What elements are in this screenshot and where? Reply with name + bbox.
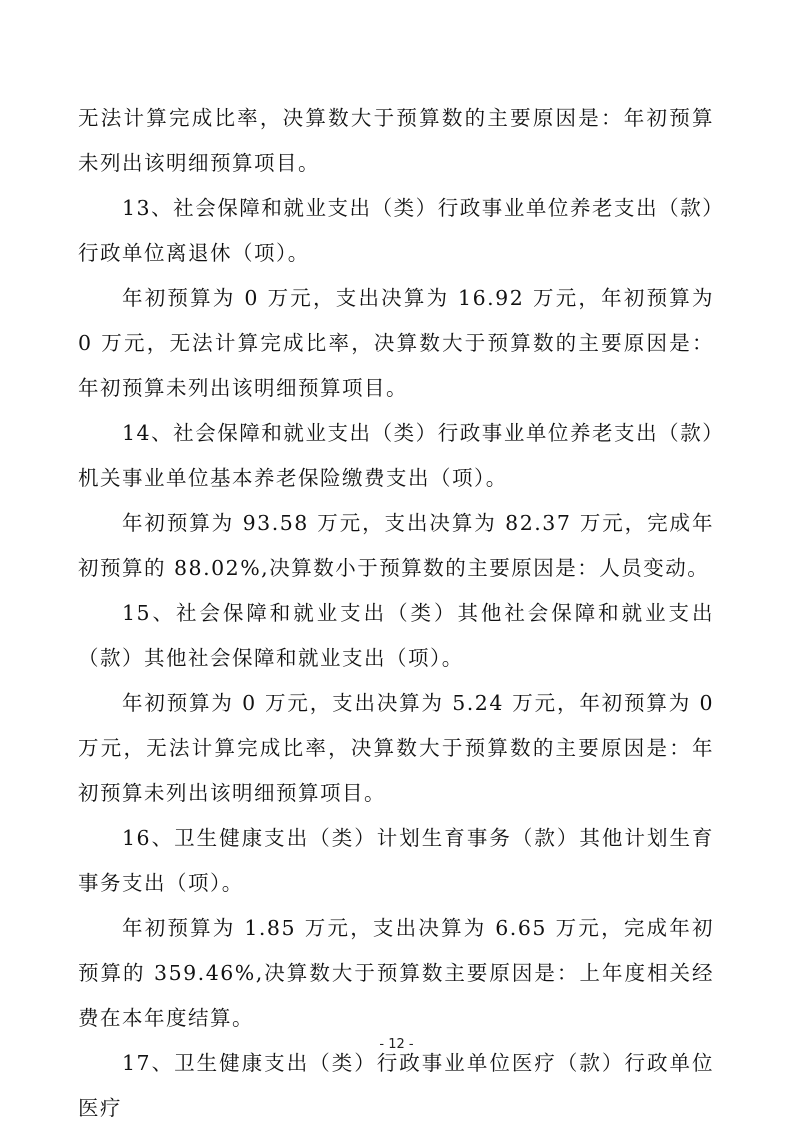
page-number: - 12 - bbox=[379, 1037, 414, 1052]
paragraph-item-14-detail: 年初预算为 93.58 万元，支出决算为 82.37 万元，完成年初预算的 88.02%,决算数小于预算数的主要原因是：人员变动。 bbox=[78, 511, 714, 580]
paragraph-item-17-heading: 17、卫生健康支出（类）行政事业单位医疗（款）行政单位医疗 bbox=[78, 1051, 714, 1120]
paragraph-item-14-heading: 14、社会保障和就业支出（类）行政事业单位养老支出（款）机关事业单位基本养老保险缴费支出（项）。 bbox=[78, 421, 714, 490]
document-body bbox=[78, 96, 714, 1131]
paragraph-item-16-heading: 16、卫生健康支出（类）计划生育事务（款）其他计划生育事务支出（项）。 bbox=[78, 826, 714, 895]
paragraph-item-16-detail: 年初预算为 1.85 万元，支出决算为 6.65 万元，完成年初预算的 359.46%,决算数大于预算数主要原因是：上年度相关经费在本年度结算。 bbox=[78, 916, 714, 1030]
paragraph-item-15-heading: 15、社会保障和就业支出（类）其他社会保障和就业支出（款）其他社会保障和就业支出（项）。 bbox=[78, 601, 714, 670]
paragraph-item-13-detail: 年初预算为 0 万元，支出决算为 16.92 万元，年初预算为 0 万元，无法计算完成比率，决算数大于预算数的主要原因是：年初预算未列出该明细预算项目。 bbox=[78, 286, 714, 400]
paragraph-item-13-heading: 13、社会保障和就业支出（类）行政事业单位养老支出（款）行政单位离退休（项）。 bbox=[78, 196, 714, 265]
paragraph-item-15-detail: 年初预算为 0 万元，支出决算为 5.24 万元，年初预算为 0 万元，无法计算完成比率，决算数大于预算数的主要原因是：年初预算未列出该明细预算项目。 bbox=[78, 691, 714, 805]
paragraph-continuation: 无法计算完成比率，决算数大于预算数的主要原因是：年初预算未列出该明细预算项目。 bbox=[78, 106, 714, 175]
